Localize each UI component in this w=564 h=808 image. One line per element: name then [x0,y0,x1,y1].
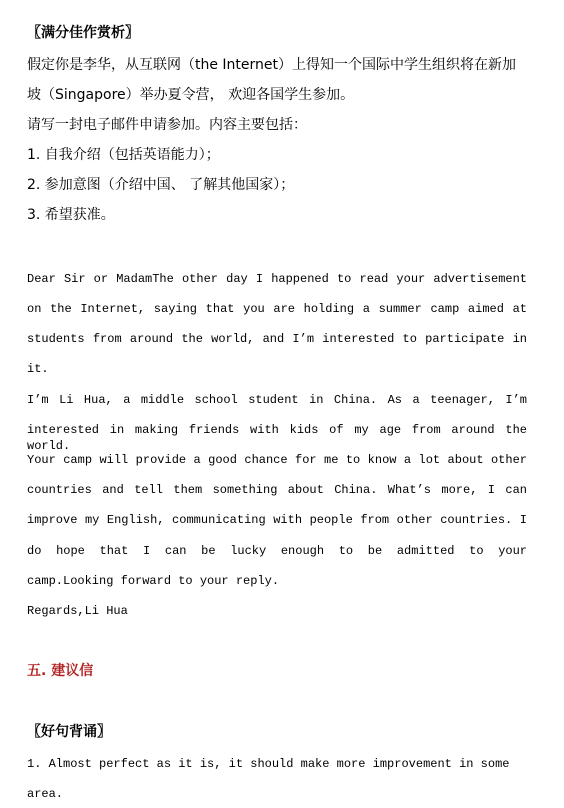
essay-line: it. [27,362,49,376]
sentence-line: area. [27,787,64,801]
essay-line: interested in making friends with kids of my age from around the world. [27,423,527,453]
essay-closing: Regards,Li Hua [27,604,128,618]
essay-line: Your camp will provide a good chance for me to know a lot about other [27,453,527,467]
prompt-line: 假定你是李华，从互联网（the Internet）上得知一个国际中学生组织将在新加 [27,57,517,73]
essay-line: I’m Li Hua, a middle school student in China. As a teenager, I’m [27,393,527,407]
sentence-line: 1. Almost perfect as it is, it should make more improvement in some [27,757,510,771]
prompt-list-item: 1. 自我介绍（包括英语能力）； [27,147,220,163]
essay-line: countries and tell them something about China. What’s more, I can [27,483,527,497]
section-title-suggestion-letter: 五. 建议信 [27,663,94,679]
section-header-model-essay: 〖满分佳作赏析〗 [27,25,139,41]
essay-line: students from around the world, and I’m interested to participate in [27,332,527,346]
prompt-line: 请写一封电子邮件申请参加。内容主要包括： [27,117,307,133]
essay-line: camp.Looking forward to your reply. [27,574,280,588]
essay-line: do hope that I can be lucky enough to be admitted to your [27,544,527,558]
essay-line: Dear Sir or MadamThe other day I happened to read your advertisement [27,272,527,286]
prompt-line: 坡（Singapore）举办夏令营， 欢迎各国学生参加。 [27,87,355,103]
prompt-list-item: 2. 参加意图（介绍中国、 了解其他国家）； [27,177,295,193]
prompt-list-item: 3. 希望获准。 [27,207,115,223]
essay-line: on the Internet, saying that you are holding a summer camp aimed at [27,302,527,316]
section-header-good-sentences: 〖好句背诵〗 [27,724,111,740]
essay-line: improve my English, communicating with people from other countries. I [27,513,527,527]
